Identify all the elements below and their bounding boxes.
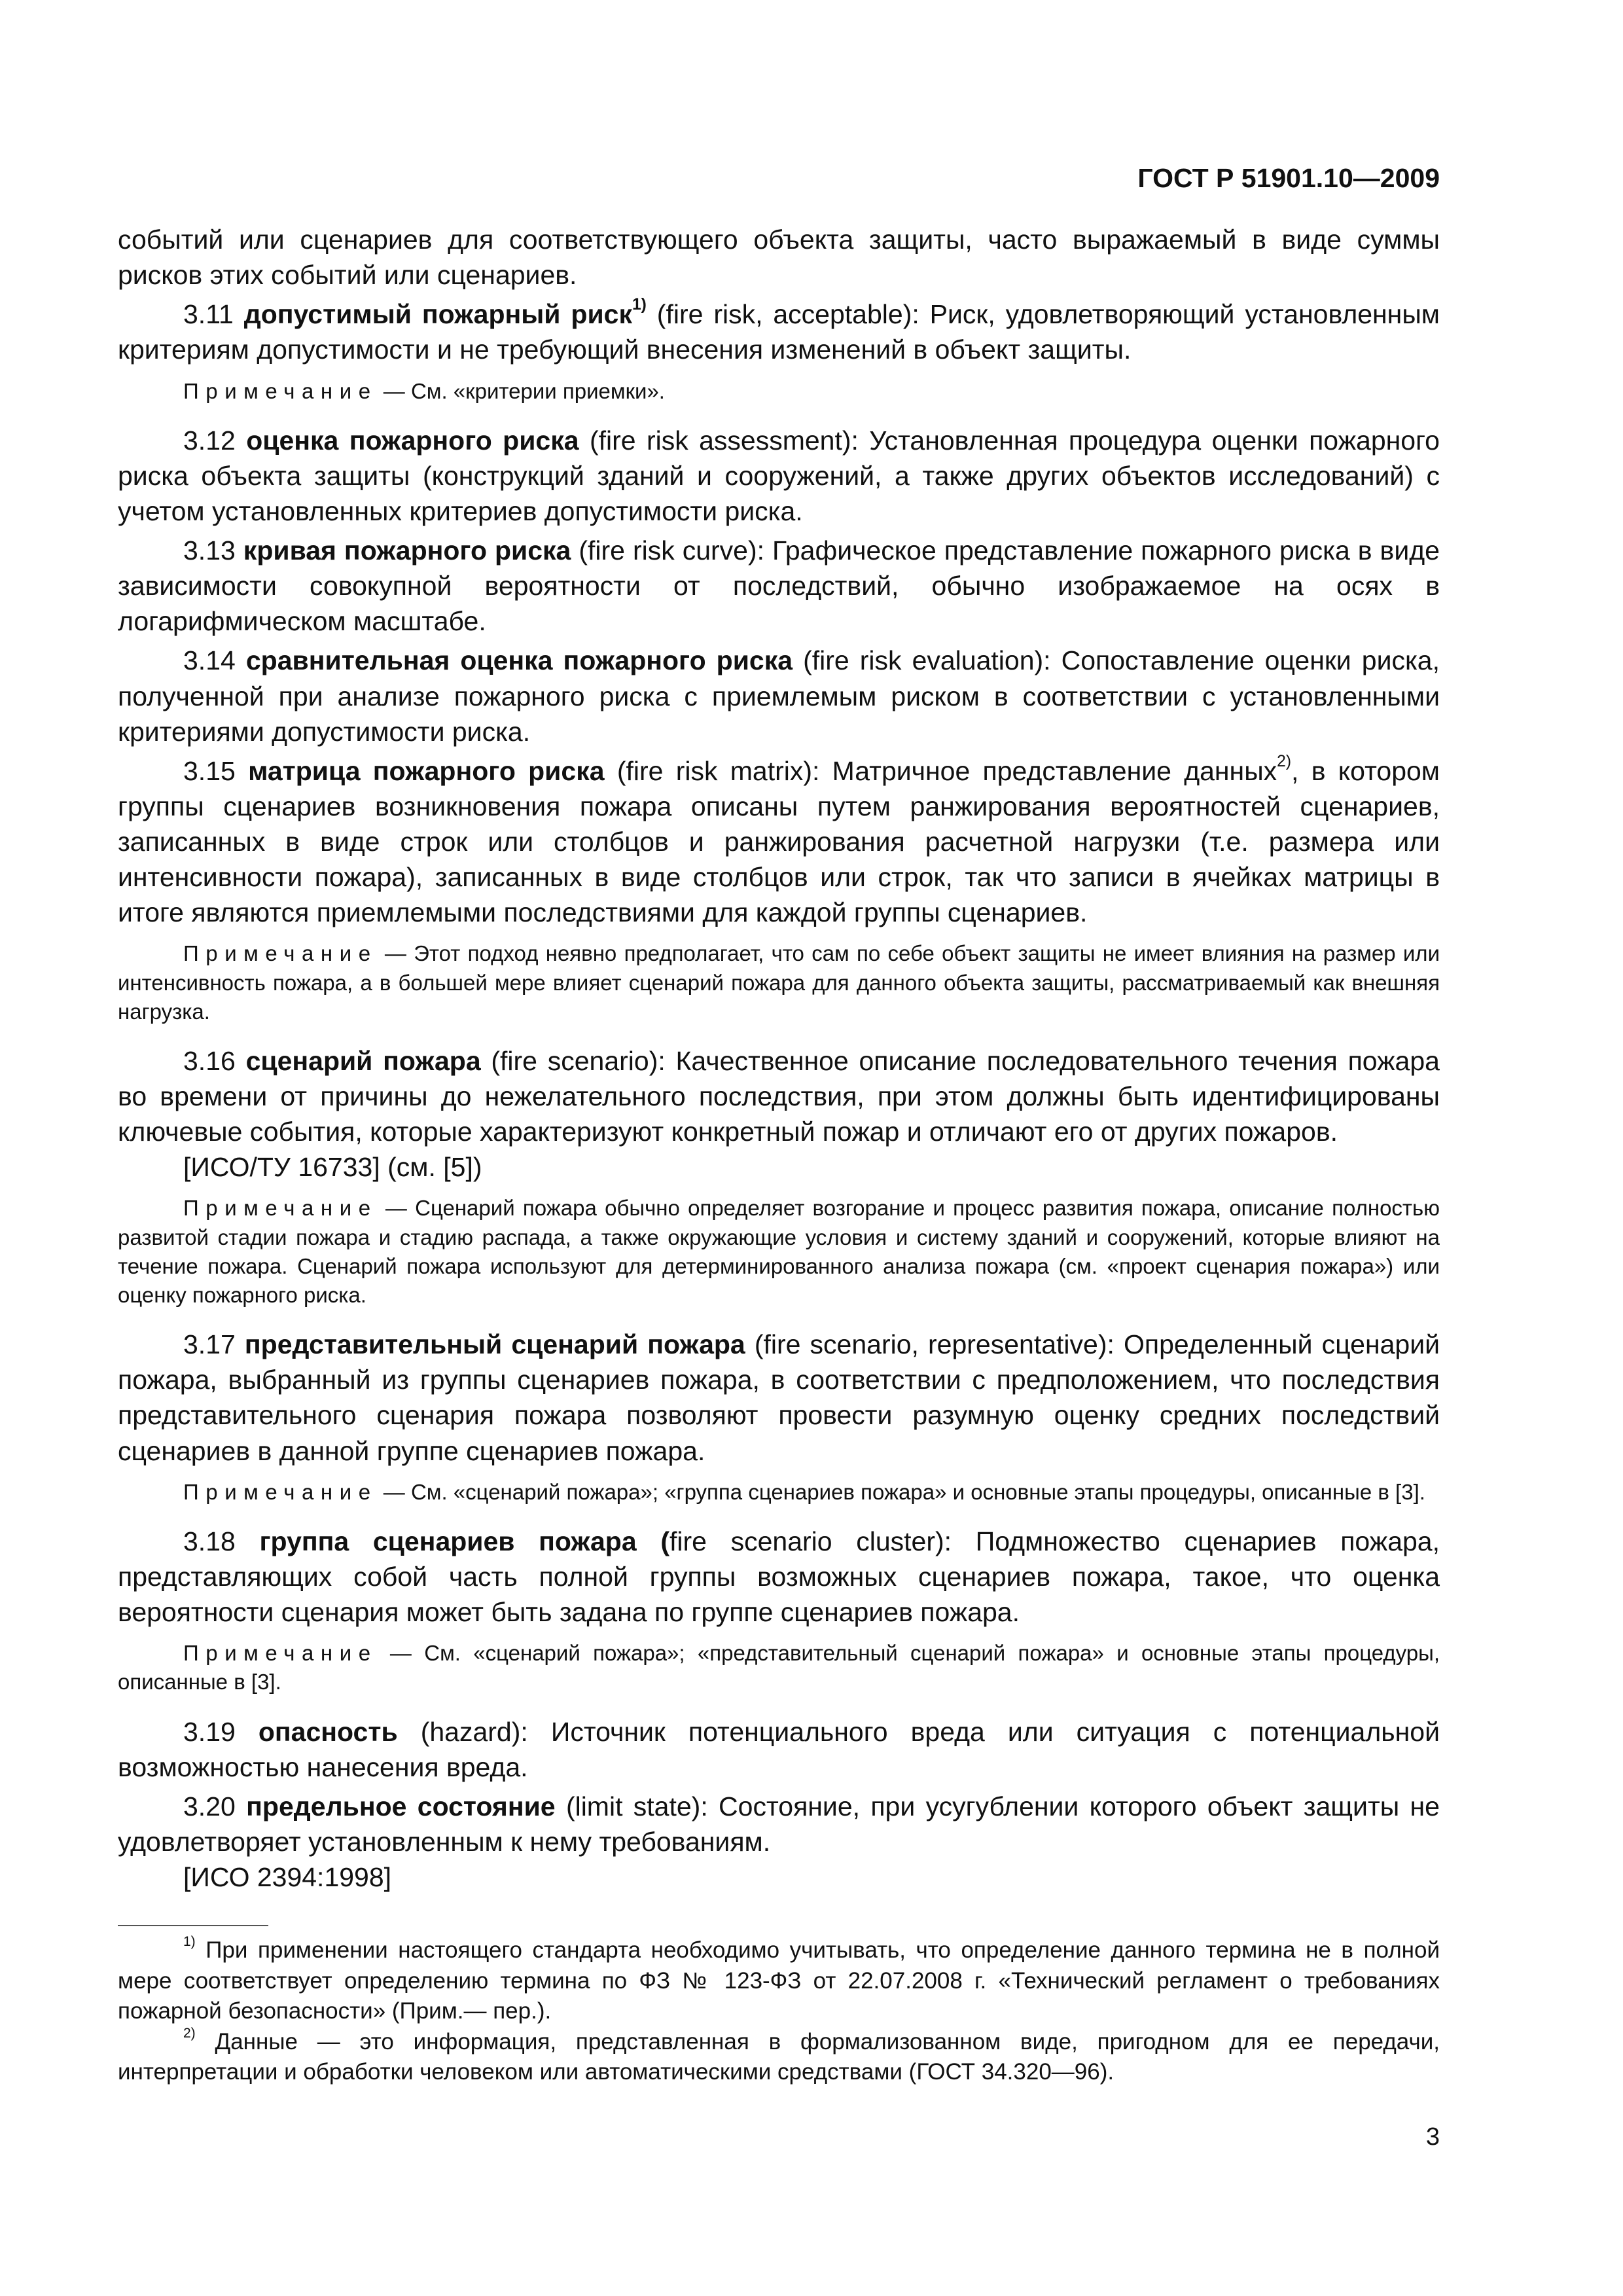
english-term: (fire risk assessment): xyxy=(589,425,859,456)
definition-text: Графическое представление пожарного риска в виде зависимости совокупной вероятности от последствий, обычно изображаемое на осях в логарифмическом масштабе. xyxy=(118,535,1440,637)
entry-number: 3.17 xyxy=(183,1329,236,1360)
entry-number: 3.14 xyxy=(183,645,236,676)
page-number: 3 xyxy=(1425,2123,1440,2151)
entry-number: 3.18 xyxy=(183,1526,236,1556)
definition-3-13 xyxy=(118,533,1440,639)
english-term: (fire risk evaluation): xyxy=(803,645,1051,676)
footnote-ref: 2) xyxy=(1277,752,1292,770)
definition-3-11 xyxy=(118,296,1440,367)
entry-number: 3.11 xyxy=(183,299,234,330)
english-term: (fire scenario): xyxy=(491,1045,666,1076)
document-code-header: ГОСТ Р 51901.10—2009 xyxy=(1137,163,1440,193)
definition-3-16 xyxy=(118,1043,1440,1149)
english-term: (fire scenario, representative): xyxy=(754,1329,1115,1360)
english-term: fire scenario cluster): xyxy=(669,1526,952,1556)
term: матрица пожарного риска xyxy=(248,755,605,786)
definition-3-19 xyxy=(118,1714,1440,1785)
footnote-2: $^{2)}$ Данные — это информация, представленная в формализованном виде, пригодном для ее передачи, интерпретации и обработки человеком или автоматическими средствами (ГОСТ 34.320—96). xyxy=(118,2026,1440,2085)
definition-text: , в котором группы сценариев возникновения пожара описаны путем ранжирования вероятностей сценариев, записанных в виде строк или столбцов и ранжирования расчетной нагрузки (т.е. размера или интенсивности пожара), записанных в виде столбцов или строк, так что записи в ячейках матрицы в итоге являются приемлемыми последствиями для каждой группы сценариев. xyxy=(118,755,1440,928)
entry-number: 3.13 xyxy=(183,535,236,566)
document-page xyxy=(118,131,1440,2245)
english-term: (fire risk curve): xyxy=(579,535,764,566)
entry-number: 3.16 xyxy=(183,1045,236,1076)
definition-text: Источник потенциального вреда или ситуация с потенциальной возможностью нанесения вреда. xyxy=(118,1716,1440,1782)
footnote-ref: 1) xyxy=(632,296,647,314)
footnote-mark: 2) xyxy=(183,2026,196,2041)
entry-number: 3.15 xyxy=(183,755,236,786)
note-3-16: Примечание — Сценарий пожара обычно определяет возгорание и процесс развития пожара, описание полностью развитой стадии пожара и стадию распада, а также окружающие условия и систему зданий и сооружений, которые влияют на течение пожара. Сценарий пожара используют для детерминированного анализа пожара (см. «проект сценария пожара») или оценку пожарного риска. xyxy=(118,1196,1440,1308)
definition-text: Установленная процедура оценки пожарного риска объекта защиты (конструкций зданий и сооружений, а также других объектов исследований) с учетом установленных критериев допустимости риска. xyxy=(118,425,1440,526)
english-term: (limit state): xyxy=(565,1791,708,1821)
english-term: (fire risk, acceptable): xyxy=(656,299,919,330)
definition-text: Подмножество сценариев пожара, представляющих собой часть полной группы возможных сценариев пожара, такое, что оценка вероятности сценария может быть задана по группе сценариев пожара. xyxy=(118,1526,1440,1628)
definition-3-12 xyxy=(118,423,1440,529)
definition-3-18 xyxy=(118,1524,1440,1630)
note-3-17: Примечание — См. «сценарий пожара»; «группа сценариев пожара» и основные этапы процедуры, описанные в [3]. xyxy=(183,1479,1425,1504)
term: оценка пожарного риска xyxy=(246,425,579,456)
term: предельное состояние xyxy=(246,1791,556,1821)
definition-text: Сопоставление оценки риска, полученной при анализе пожарного риска с приемлемым риском в соответствии с установленными критериями допустимости риска. xyxy=(118,645,1440,747)
note-3-18: Примечание — См. «сценарий пожара»; «представительный сценарий пожара» и основные этапы процедуры, описанные в [3]. xyxy=(118,1641,1440,1695)
definition-text: Состояние, при усугублении которого объект защиты не удовлетворяет установленным к нему требованиям. xyxy=(118,1791,1440,1857)
definition-3-15 xyxy=(118,753,1440,931)
term: кривая пожарного риска xyxy=(243,535,571,566)
definition-3-17 xyxy=(118,1327,1440,1468)
english-term: (hazard): xyxy=(420,1716,528,1747)
term: группа сценариев пожара ( xyxy=(259,1526,669,1556)
entry-number: 3.19 xyxy=(183,1716,236,1747)
footnote-separator xyxy=(118,1925,268,1926)
reference-3-20: [ИСО 2394:1998] xyxy=(183,1862,392,1893)
term: сценарий пожара xyxy=(245,1045,481,1076)
term: сравнительная оценка пожарного риска xyxy=(245,645,793,676)
note-3-11: Примечание — См. «критерии приемки». xyxy=(183,378,665,403)
footnote-1: $^{1)}$ При применении настоящего стандарта необходимо учитывать, что определение данного термина не в полной мере соответствует определению термина по ФЗ № 123-ФЗ от 22.07.2008 г. «Технический регламент о требованиях пожарной безопасности» (Прим.— пер.). xyxy=(118,1934,1440,2024)
definition-text: Качественное описание последовательного течения пожара во времени от причины до нежелательного последствия, при этом должны быть идентифицированы ключевые события, которые характеризуют конкретный пожар и отличают его от других пожаров. xyxy=(118,1045,1440,1147)
english-term: (fire risk matrix): xyxy=(616,755,820,786)
note-3-15: Примечание — Этот подход неявно предполагает, что сам по себе объект защиты не имеет влияния на размер или интенсивность пожара, а в большей мере влияет сценарий пожара для данного объекта защиты, рассматриваемый как внешняя нагрузка. xyxy=(118,941,1440,1024)
definition-text: Риск, удовлетворяющий установленным критериям допустимости и не требующий внесения изменений в объект защиты. xyxy=(118,299,1440,365)
definition-text: Определенный сценарий пожара, выбранный из группы сценариев пожара, в соответствии с предположением, что последствия представительного сценария пожара позволяют провести разумную оценку средних последствий сценариев в данной группе сценариев пожара. xyxy=(118,1329,1440,1466)
definition-3-20 xyxy=(118,1789,1440,1859)
term: допустимый пожарный риск xyxy=(243,299,632,330)
definition-text: Матричное представление данных xyxy=(832,755,1277,786)
reference-3-16: [ИСО/ТУ 16733] (см. [5]) xyxy=(183,1152,482,1183)
intro-continuation: событий или сценариев для соответствующего объекта защиты, часто выражаемый в виде суммы рисков этих событий или сценариев. xyxy=(118,224,1440,291)
term: представительный сценарий пожара xyxy=(244,1329,745,1360)
entry-number: 3.12 xyxy=(183,425,236,456)
term: опасность xyxy=(258,1716,398,1747)
entry-number: 3.20 xyxy=(183,1791,236,1821)
footnote-mark: 1) xyxy=(183,1934,196,1950)
definition-3-14 xyxy=(118,643,1440,749)
